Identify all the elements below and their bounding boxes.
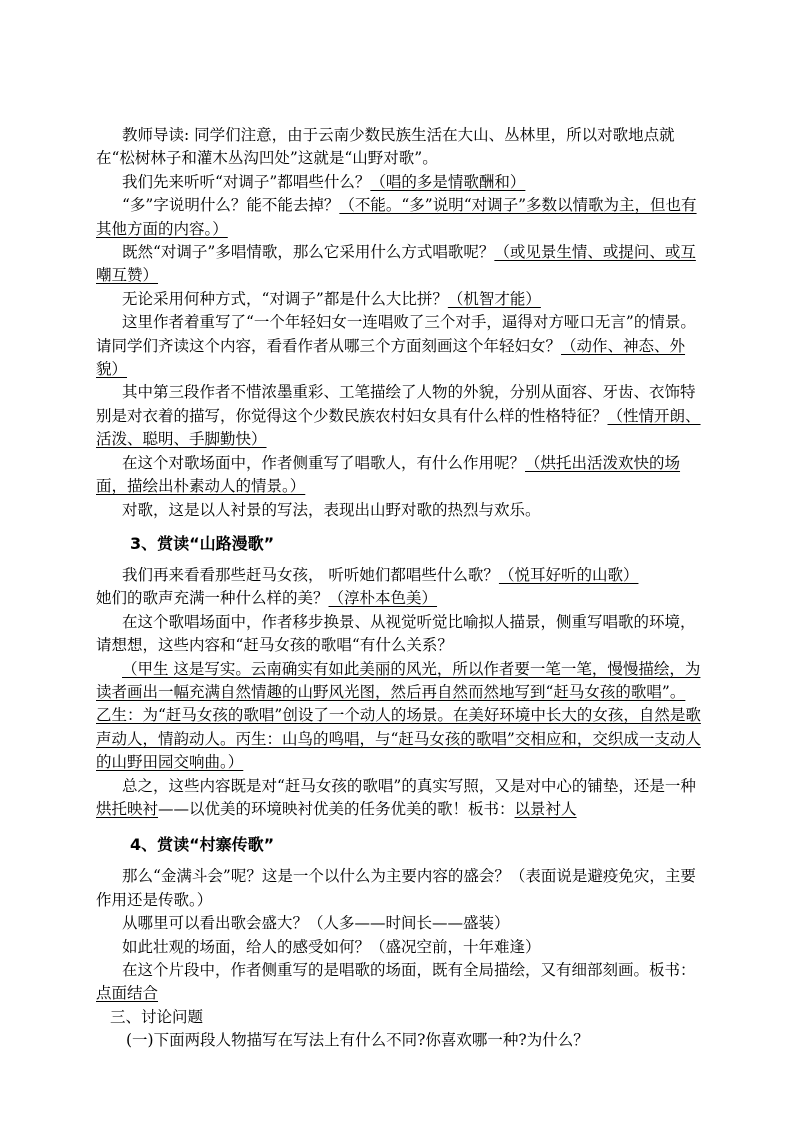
answer-q4: （机智才能）: [447, 289, 541, 308]
document-page: [96, 124, 706, 1053]
answer-q5: （动作、神态、外貌）: [96, 336, 686, 379]
discussion-question-1: (一)下面两段人物描写在写法上有什么不同?你喜欢哪一种?为什么？: [126, 1031, 589, 1050]
answer-q9: （淳朴本色美）: [328, 589, 438, 608]
paragraph-q12: 从哪里可以看出歌会盛大？（人多——时间长——盛装）: [122, 914, 510, 933]
heading-section-3: 3、赏读“山路漫歌”: [130, 533, 275, 553]
paragraph-q6: 其中第三段作者不惜浓墨重彩、工笔描绘了人物的外貌，分别从面容、牙齿、衣饰特别是对衣着的描写，你觉得这个少数民族农村妇女具有什么样的性格特征？（性情开朗、活泼、聪明、手脚勤快）: [96, 383, 701, 449]
paragraph-q4: 无论采用何种方式，“对调子”都是什么大比拼？（机智才能）: [122, 289, 541, 308]
paragraph-q13: 如此壮观的场面，给人的感受如何？（盛况空前，十年难逢）: [122, 937, 541, 956]
paragraph-q7: 在这个对歌场面中，作者侧重写了唱歌人，有什么作用呢？（烘托出活泼欢快的场面，描绘出朴素动人的情景。）: [96, 453, 681, 496]
answer-q6: （性情开朗、活泼、聪明、手脚勤快）: [96, 406, 701, 449]
paragraph-answer-student-b: 乙生：为“赶马女孩的歌唱”创设了一个动人的场景。在美好环境中长大的女孩，自然是歌声动人，情韵动人。丙生：山鸟的鸣唱，与“赶马女孩的歌唱”交相应和，交织成一支动人的山野田园交响曲。）: [96, 706, 701, 772]
board-note: 以景衬人: [514, 799, 577, 818]
paragraph-q11: 那么“金满斗会”呢？这是一个以什么为主要内容的盛会？（表面说是避疫免灾，主要作用还是传歌。）: [96, 867, 696, 909]
paragraph-q10: 在这个歌唱场面中，作者移步换景、从视觉听觉比喻拟人描景，侧重写唱歌的环境，请想想，这些内容和“赶马女孩的歌唱“有什么关系？: [96, 612, 696, 655]
answer-q1: （唱的多是情歌酬和）: [370, 172, 526, 191]
paragraph-q5: 这里作者着重写了“一个年轻妇女一连唱败了三个对手，逼得对方哑口无言”的情景。请同学们齐读这个内容，看看作者从哪三个方面刻画这个年轻妇女？（动作、神态、外貌）: [96, 313, 696, 379]
paragraph-summary-3: 在这个片段中，作者侧重写的是唱歌的场面，既有全局描绘，又有细部刻画。板书：点面结合: [96, 961, 696, 1003]
answer-q2: （不能。“多”说明“对调子”多数以情歌为主，但也有其他方面的内容。）: [96, 196, 697, 238]
paragraph-intro: 教师导读: 同学们注意，由于云南少数民族生活在大山、丛林里，所以对歌地点就在“松树林子和灌木丛沟凹处”这就是“山野对歌”。: [96, 126, 675, 168]
paragraph-summary-2: 总之，这些内容既是对“赶马女孩的歌唱”的真实写照，又是对中心的铺垫，还是一种烘托映衬——以优美的环境映衬优美的任务优美的歌！板书：以景衬人: [96, 776, 696, 818]
paragraph-q8: 我们再来看看那些赶马女孩， 听听她们都唱些什么歌？（悦耳好听的山歌）: [122, 565, 639, 584]
paragraph-q9: 她们的歌声充满一种什么样的美？（淳朴本色美）: [96, 589, 438, 608]
answer-q8: （悦耳好听的山歌）: [498, 565, 639, 584]
section-title-discussion: 三、讨论问题: [110, 1007, 204, 1026]
paragraph-summary-1: 对歌，这是以人衬景的写法，表现出山野对歌的热烈与欢乐。: [122, 500, 541, 519]
answer-q3: （或见景生情、或提问、或互嘲互赞）: [96, 243, 696, 285]
paragraph-q3: 既然“对调子”多唱情歌，那么它采用什么方式唱歌呢？（或见景生情、或提问、或互嘲互赞）: [96, 243, 696, 285]
heading-section-4: 4、赏读“村寨传歌”: [130, 835, 275, 855]
paragraph-q2: “多”字说明什么？能不能去掉？（不能。“多”说明“对调子”多数以情歌为主，但也有其他方面的内容。）: [96, 196, 697, 238]
board-note-2: 点面结合: [96, 984, 159, 1003]
paragraph-answer-student-a: （甲生 这是写实。云南确实有如此美丽的风光，所以作者要一笔一笔，慢慢描绘，为读者画出一幅充满自然情趣的山野风光图，然后再自然而然地写到“赶马女孩的歌唱”。: [96, 659, 701, 701]
answer-q7: （烘托出活泼欢快的场面，描绘出朴素动人的情景。）: [96, 453, 681, 496]
paragraph-q1: 我们先来听听“对调子”都唱些什么？（唱的多是情歌酬和）: [122, 172, 526, 191]
